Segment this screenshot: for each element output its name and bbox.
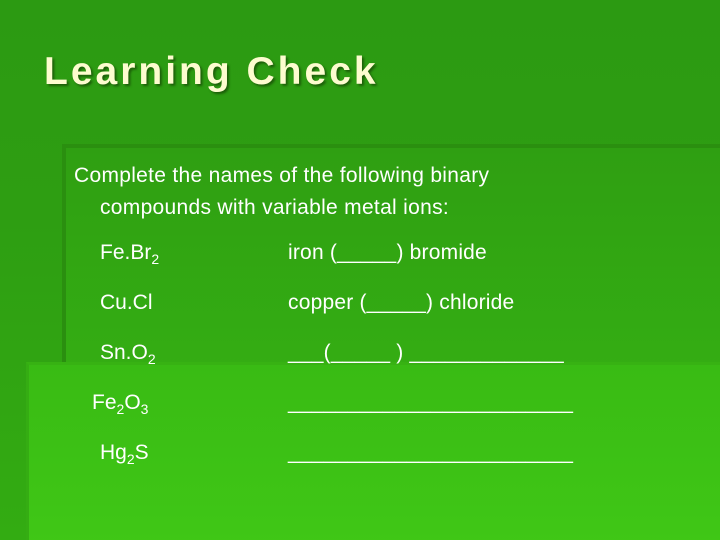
instructions-line-2: compounds with variable metal ions: — [100, 196, 450, 219]
compound-name-answer: ________________________ — [288, 391, 574, 414]
compound-row-5 — [0, 441, 720, 475]
compound-formula: Cu.Cl — [100, 291, 153, 314]
compound-row-4 — [0, 391, 720, 425]
slide-title: Learning Check — [44, 50, 379, 93]
compound-formula: $Fe.Br_2$ — [100, 241, 160, 267]
compound-row-3 — [0, 341, 720, 375]
compound-formula: $Fe_2O_3$ — [92, 391, 149, 417]
compound-name-answer: ________________________ — [288, 441, 574, 464]
instructions-line-1: Complete the names of the following binary — [74, 164, 490, 187]
compound-row-1 — [0, 241, 720, 275]
compound-row-2 — [0, 291, 720, 325]
compound-name-answer: iron (_____) bromide — [288, 241, 487, 264]
compound-name-answer: ___(_____ ) _____________ — [288, 341, 564, 364]
instructions — [74, 160, 634, 224]
compound-formula: $Hg_2S$ — [100, 441, 149, 467]
compound-formula: $Sn.O_2$ — [100, 341, 156, 367]
compound-name-answer: copper (_____) chloride — [288, 291, 515, 314]
